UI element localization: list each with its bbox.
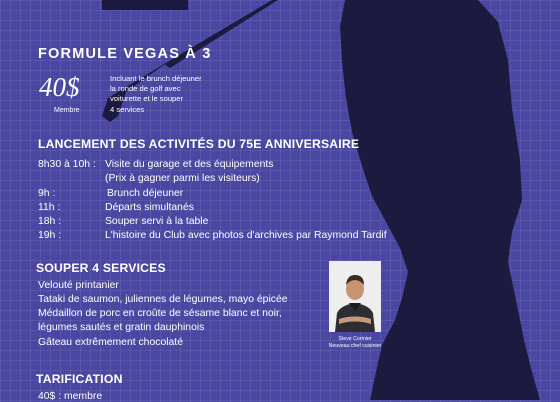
- chef-photo: [329, 261, 381, 332]
- price-amount: 40$: [39, 72, 80, 102]
- schedule-desc: L'histoire du Club avec photos d'archives par Raymond Tardif: [105, 230, 387, 241]
- schedule-desc: Visite du garage et des équipements: [105, 159, 274, 170]
- chef-portrait: [329, 261, 381, 332]
- chef-caption: [322, 336, 388, 350]
- price-description-line: Incluant le brunch déjeuner: [110, 74, 202, 83]
- price-description: [110, 74, 202, 115]
- schedule-desc: Brunch déjeuner: [107, 188, 184, 199]
- pricing-title: TARIFICATION: [36, 372, 123, 386]
- schedule-time: 9h :: [38, 188, 56, 199]
- formula-title: FORMULE VEGAS À 3: [38, 46, 212, 62]
- schedule-desc: Souper servi à la table: [105, 216, 209, 227]
- menu-item: Tataki de saumon, juliennes de légumes, mayo épicée: [38, 294, 288, 305]
- schedule-time: 18h :: [38, 216, 62, 227]
- chef-role: Nouveau chef cuisinier: [328, 343, 382, 349]
- schedule-desc: (Prix à gagner parmi les visiteurs): [105, 173, 260, 184]
- price-description-line: 4 services: [110, 104, 145, 114]
- schedule-time: 8h30 à 10h :: [38, 159, 96, 170]
- menu-item: légumes sautés et gratin dauphinois: [38, 322, 205, 333]
- schedule-time: 19h :: [38, 230, 62, 241]
- menu-item: Médaillon de porc en croûte de sésame blanc et noir,: [38, 308, 282, 319]
- price-note: Membre: [54, 107, 80, 114]
- schedule-time: 11h :: [38, 202, 61, 213]
- menu-item: Gâteau extrêmement chocolaté: [38, 337, 183, 348]
- menu-item: Velouté printanier: [38, 280, 119, 291]
- pricing-line: 40$ : membre: [38, 391, 103, 402]
- launch-title: LANCEMENT DES ACTIVITÉS DU 75E ANNIVERSAIRE: [38, 137, 360, 151]
- price-description-line: voiturette et le souper: [110, 94, 184, 104]
- chef-name: Steve Cormier: [338, 336, 372, 342]
- price-description-line: la ronde de golf avec: [110, 84, 181, 94]
- dinner-title: SOUPER 4 SERVICES: [36, 261, 166, 275]
- schedule-desc: Départs simultanés: [105, 202, 194, 213]
